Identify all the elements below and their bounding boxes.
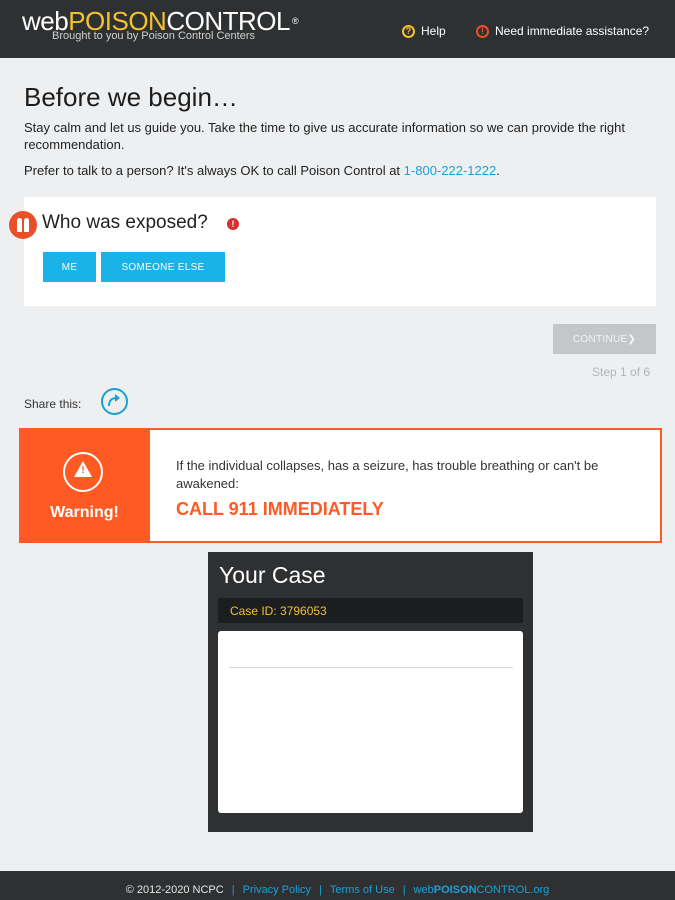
footer-separator: | xyxy=(402,884,406,896)
continue-label: CONTINUE xyxy=(572,333,628,345)
site-link-poison: POISON xyxy=(433,884,477,896)
immediate-assistance-link[interactable] xyxy=(476,24,649,38)
phone-suffix: . xyxy=(496,163,500,178)
warning-call-911: CALL 911 IMMEDIATELY xyxy=(176,499,384,519)
question-circle-icon: ? xyxy=(402,25,415,38)
alert-circle-icon: ! xyxy=(476,25,489,38)
copyright: © 2012-2020 NCPC xyxy=(125,884,224,896)
info-icon[interactable]: ! xyxy=(227,218,239,230)
share-icon[interactable] xyxy=(101,388,128,415)
continue-button[interactable] xyxy=(553,324,656,354)
site-link-web: web xyxy=(413,884,434,896)
share-label: Share this: xyxy=(24,397,82,411)
footer-separator: | xyxy=(231,884,235,896)
site-link[interactable] xyxy=(414,884,550,896)
phone-line xyxy=(24,163,500,178)
case-details-area xyxy=(218,631,523,813)
case-id: Case ID: 3796053 xyxy=(230,604,327,618)
footer-separator: | xyxy=(319,884,322,896)
share-arrow-icon xyxy=(103,390,126,413)
phone-prefix: Prefer to talk to a person? It's always OK to call Poison Control at xyxy=(24,163,404,178)
help-link[interactable] xyxy=(402,24,446,38)
question-title: Who was exposed? xyxy=(42,212,208,233)
person-figure xyxy=(17,218,22,232)
logo-registered-mark: ® xyxy=(291,16,299,26)
footer-links xyxy=(0,884,675,896)
warning-exclamation: ! xyxy=(81,465,85,476)
immediate-assistance-label: Need immediate assistance? xyxy=(495,24,650,38)
case-title: Your Case xyxy=(219,562,326,588)
page-title: Before we begin… xyxy=(24,82,238,112)
person-figure xyxy=(24,218,29,232)
privacy-policy-link[interactable]: Privacy Policy xyxy=(242,884,312,896)
logo-control: CONTROL xyxy=(166,6,290,36)
warning-label: Warning! xyxy=(50,504,119,521)
case-divider xyxy=(229,667,513,668)
intro-text: Stay calm and let us guide you. Take the time to give us accurate information so we can provide the right recommendation. xyxy=(24,120,625,152)
terms-of-use-link[interactable]: Terms of Use xyxy=(329,884,395,896)
chevron-right-icon: ❯ xyxy=(627,333,637,345)
logo-web: web xyxy=(22,6,69,36)
warning-text: If the individual collapses, has a seizure, has trouble breathing or can't be awakened: xyxy=(176,458,599,491)
logo-tagline: Brought to you by Poison Control Centers xyxy=(52,30,256,42)
logo-poison: POISON xyxy=(68,6,167,36)
step-indicator: Step 1 of 6 xyxy=(592,365,651,379)
option-me-button[interactable]: ME xyxy=(43,252,96,282)
option-someone-else-button[interactable]: SOMEONE ELSE xyxy=(101,252,225,282)
phone-number-link[interactable]: 1-800-222-1222 xyxy=(403,163,497,178)
people-icon xyxy=(9,211,37,239)
site-link-control: CONTROL.org xyxy=(476,884,550,896)
help-label: Help xyxy=(421,24,446,38)
